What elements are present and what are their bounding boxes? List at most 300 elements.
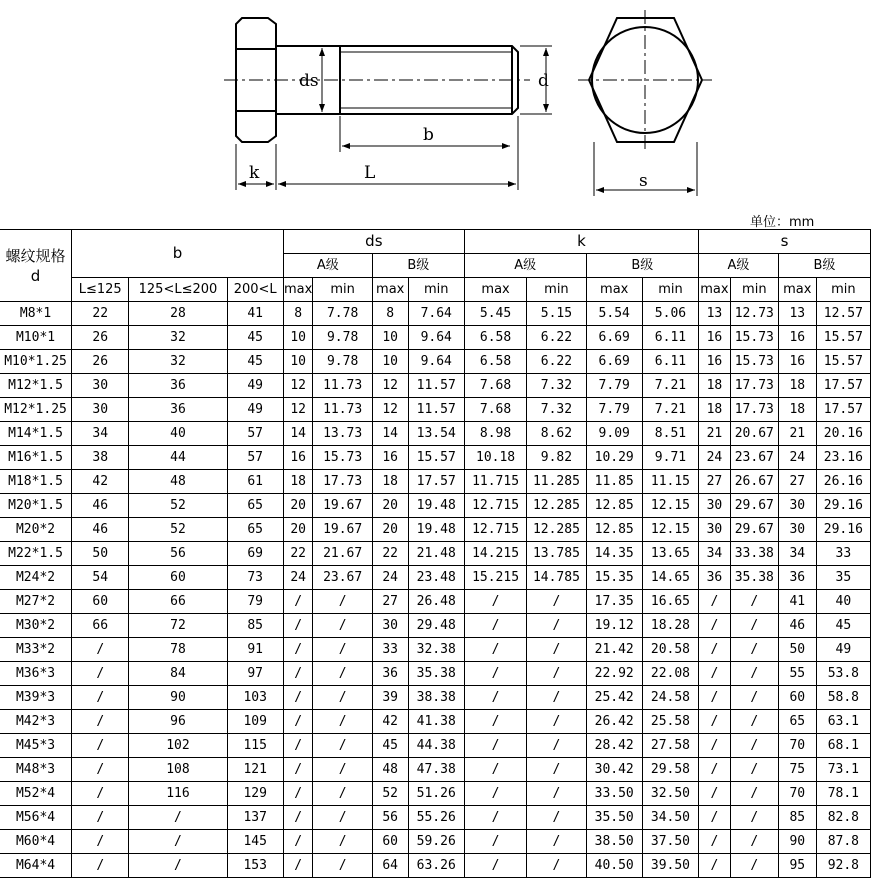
cell-k-b-max: 26.42	[586, 710, 642, 734]
cell-k-b-min: 34.50	[642, 806, 698, 830]
cell-k-b-max: 14.35	[586, 542, 642, 566]
cell-ds-a-min: 7.78	[313, 302, 372, 326]
cell-s-b-max: 30	[778, 518, 816, 542]
cell-b-l200: /	[129, 830, 227, 854]
cell-k-a-min: 9.82	[527, 446, 586, 470]
cell-b-l125: /	[72, 854, 129, 878]
cell-k-b-min: 7.21	[642, 374, 698, 398]
cell-ds-a-max: 10	[283, 326, 313, 350]
cell-ds-b-min: 9.64	[408, 350, 464, 374]
cell-thread-spec: M8*1	[0, 302, 72, 326]
cell-k-b-min: 25.58	[642, 710, 698, 734]
cell-ds-a-max: 12	[283, 374, 313, 398]
header-b-range-3: 200<L	[227, 278, 283, 302]
cell-thread-spec: M33*2	[0, 638, 72, 662]
cell-s-a-max: /	[699, 638, 731, 662]
cell-k-b-max: 5.54	[586, 302, 642, 326]
cell-thread-spec: M24*2	[0, 566, 72, 590]
cell-b-over200: 45	[227, 326, 283, 350]
label-d: d	[538, 71, 549, 91]
cell-thread-spec: M64*4	[0, 854, 72, 878]
cell-k-a-max: /	[464, 734, 526, 758]
cell-k-a-max: /	[464, 590, 526, 614]
header-min: min	[816, 278, 870, 302]
cell-s-a-min: 33.38	[730, 542, 778, 566]
header-thread-spec	[0, 230, 72, 302]
cell-b-l125: /	[72, 734, 129, 758]
cell-k-b-max: 21.42	[586, 638, 642, 662]
table-row	[0, 806, 871, 830]
cell-b-l200: /	[129, 854, 227, 878]
cell-s-b-min: 73.1	[816, 758, 870, 782]
cell-k-a-max: 6.58	[464, 350, 526, 374]
cell-b-l200: 116	[129, 782, 227, 806]
cell-b-over200: 129	[227, 782, 283, 806]
cell-ds-a-min: 23.67	[313, 566, 372, 590]
header-min: min	[313, 278, 372, 302]
cell-k-b-max: 35.50	[586, 806, 642, 830]
cell-k-a-min: 7.32	[527, 398, 586, 422]
cell-ds-a-max: /	[283, 806, 313, 830]
cell-ds-b-max: 64	[372, 854, 408, 878]
label-b: b	[423, 125, 434, 145]
header-ds-grade-b: B级	[372, 254, 464, 278]
cell-s-a-max: /	[699, 758, 731, 782]
cell-k-b-min: 24.58	[642, 686, 698, 710]
cell-k-b-max: 10.29	[586, 446, 642, 470]
cell-b-over200: 49	[227, 374, 283, 398]
cell-k-a-max: 10.18	[464, 446, 526, 470]
cell-ds-b-min: 19.48	[408, 494, 464, 518]
cell-ds-a-max: /	[283, 710, 313, 734]
cell-ds-a-min: 17.73	[313, 470, 372, 494]
table-row	[0, 614, 871, 638]
cell-b-l125: 46	[72, 518, 129, 542]
cell-k-b-min: 39.50	[642, 854, 698, 878]
cell-ds-b-min: 21.48	[408, 542, 464, 566]
cell-ds-b-max: 33	[372, 638, 408, 662]
cell-s-a-min: 26.67	[730, 470, 778, 494]
cell-ds-a-max: 14	[283, 422, 313, 446]
cell-b-over200: 109	[227, 710, 283, 734]
cell-b-l125: 50	[72, 542, 129, 566]
cell-s-a-min: /	[730, 614, 778, 638]
table-row	[0, 710, 871, 734]
cell-s-a-min: 17.73	[730, 374, 778, 398]
cell-ds-b-min: 7.64	[408, 302, 464, 326]
table-row	[0, 854, 871, 878]
table-row	[0, 542, 871, 566]
table-row	[0, 638, 871, 662]
cell-ds-a-max: 18	[283, 470, 313, 494]
cell-k-b-max: 28.42	[586, 734, 642, 758]
cell-b-l125: /	[72, 806, 129, 830]
cell-ds-a-min: 13.73	[313, 422, 372, 446]
cell-s-b-min: 29.16	[816, 494, 870, 518]
header-b-range-1: L≤125	[72, 278, 129, 302]
cell-k-b-min: 20.58	[642, 638, 698, 662]
cell-k-a-max: /	[464, 830, 526, 854]
cell-s-b-max: 16	[778, 350, 816, 374]
cell-s-a-min: /	[730, 662, 778, 686]
cell-ds-a-min: /	[313, 614, 372, 638]
cell-ds-b-min: 38.38	[408, 686, 464, 710]
table-row	[0, 758, 871, 782]
cell-b-over200: 115	[227, 734, 283, 758]
cell-k-a-max: 15.215	[464, 566, 526, 590]
cell-ds-a-min: /	[313, 638, 372, 662]
cell-s-b-min: 15.57	[816, 326, 870, 350]
cell-s-b-max: 75	[778, 758, 816, 782]
cell-b-l200: 84	[129, 662, 227, 686]
cell-thread-spec: M10*1	[0, 326, 72, 350]
header-max: max	[778, 278, 816, 302]
cell-ds-b-max: 14	[372, 422, 408, 446]
cell-k-b-max: 6.69	[586, 326, 642, 350]
cell-ds-b-max: 42	[372, 710, 408, 734]
table-row	[0, 422, 871, 446]
table-row	[0, 662, 871, 686]
cell-ds-b-min: 47.38	[408, 758, 464, 782]
cell-k-b-max: 6.69	[586, 350, 642, 374]
cell-ds-a-min: /	[313, 830, 372, 854]
cell-ds-a-max: /	[283, 614, 313, 638]
cell-b-l200: 28	[129, 302, 227, 326]
cell-thread-spec: M52*4	[0, 782, 72, 806]
cell-k-b-min: 18.28	[642, 614, 698, 638]
cell-ds-a-max: /	[283, 686, 313, 710]
cell-s-b-min: 45	[816, 614, 870, 638]
table-row	[0, 326, 871, 350]
header-ds: ds	[283, 230, 464, 254]
header-s: s	[699, 230, 871, 254]
cell-s-a-min: 29.67	[730, 494, 778, 518]
cell-k-b-min: 6.11	[642, 350, 698, 374]
cell-b-over200: 91	[227, 638, 283, 662]
table-row	[0, 374, 871, 398]
cell-ds-a-min: 15.73	[313, 446, 372, 470]
cell-k-a-max: /	[464, 638, 526, 662]
cell-thread-spec: M60*4	[0, 830, 72, 854]
cell-ds-a-min: 21.67	[313, 542, 372, 566]
cell-ds-a-min: 19.67	[313, 494, 372, 518]
cell-ds-b-max: 27	[372, 590, 408, 614]
table-row	[0, 734, 871, 758]
cell-k-a-min: 8.62	[527, 422, 586, 446]
cell-b-l125: 38	[72, 446, 129, 470]
cell-s-a-max: 30	[699, 494, 731, 518]
cell-k-b-min: 29.58	[642, 758, 698, 782]
header-ds-grade-a: A级	[283, 254, 372, 278]
cell-ds-a-min: /	[313, 662, 372, 686]
cell-thread-spec: M45*3	[0, 734, 72, 758]
cell-ds-b-max: 30	[372, 614, 408, 638]
cell-b-l125: 66	[72, 614, 129, 638]
cell-s-b-min: 87.8	[816, 830, 870, 854]
cell-b-l200: 32	[129, 326, 227, 350]
cell-k-b-max: 25.42	[586, 686, 642, 710]
cell-s-b-max: 70	[778, 734, 816, 758]
table-body	[0, 302, 871, 878]
cell-ds-a-max: 10	[283, 350, 313, 374]
cell-s-b-max: 18	[778, 398, 816, 422]
cell-k-b-max: 12.85	[586, 518, 642, 542]
cell-b-l200: 52	[129, 494, 227, 518]
cell-k-a-min: /	[527, 710, 586, 734]
cell-k-b-min: 6.11	[642, 326, 698, 350]
cell-k-a-min: 5.15	[527, 302, 586, 326]
cell-s-b-max: 27	[778, 470, 816, 494]
cell-b-l200: 36	[129, 398, 227, 422]
cell-s-a-min: /	[730, 638, 778, 662]
cell-b-l125: 54	[72, 566, 129, 590]
cell-b-l125: 30	[72, 398, 129, 422]
cell-k-a-max: /	[464, 758, 526, 782]
cell-k-a-min: /	[527, 590, 586, 614]
cell-ds-b-max: 36	[372, 662, 408, 686]
cell-b-over200: 65	[227, 494, 283, 518]
cell-ds-b-min: 29.48	[408, 614, 464, 638]
cell-k-b-max: 11.85	[586, 470, 642, 494]
cell-s-b-max: 95	[778, 854, 816, 878]
table-row	[0, 566, 871, 590]
cell-ds-b-max: 8	[372, 302, 408, 326]
cell-s-b-min: 40	[816, 590, 870, 614]
cell-b-l125: /	[72, 686, 129, 710]
header-max: max	[464, 278, 526, 302]
cell-k-a-min: 12.285	[527, 518, 586, 542]
cell-s-a-max: /	[699, 854, 731, 878]
cell-ds-b-max: 16	[372, 446, 408, 470]
cell-s-a-max: /	[699, 614, 731, 638]
cell-s-a-max: /	[699, 830, 731, 854]
cell-thread-spec: M22*1.5	[0, 542, 72, 566]
cell-s-b-max: 46	[778, 614, 816, 638]
cell-ds-b-max: 10	[372, 326, 408, 350]
cell-s-a-min: 20.67	[730, 422, 778, 446]
cell-thread-spec: M30*2	[0, 614, 72, 638]
cell-k-b-max: 38.50	[586, 830, 642, 854]
cell-s-a-max: 34	[699, 542, 731, 566]
cell-ds-b-min: 26.48	[408, 590, 464, 614]
cell-k-b-min: 32.50	[642, 782, 698, 806]
cell-k-a-max: 14.215	[464, 542, 526, 566]
cell-s-a-max: 24	[699, 446, 731, 470]
cell-b-over200: 61	[227, 470, 283, 494]
cell-b-l125: /	[72, 662, 129, 686]
cell-ds-a-max: /	[283, 590, 313, 614]
cell-ds-b-max: 12	[372, 398, 408, 422]
cell-s-b-max: 30	[778, 494, 816, 518]
cell-ds-a-min: 9.78	[313, 350, 372, 374]
cell-ds-b-max: 12	[372, 374, 408, 398]
cell-ds-a-min: 9.78	[313, 326, 372, 350]
cell-b-over200: 57	[227, 446, 283, 470]
cell-b-l200: 52	[129, 518, 227, 542]
cell-thread-spec: M12*1.25	[0, 398, 72, 422]
cell-s-b-max: 24	[778, 446, 816, 470]
cell-b-l200: 72	[129, 614, 227, 638]
cell-b-l125: 42	[72, 470, 129, 494]
cell-ds-b-max: 24	[372, 566, 408, 590]
cell-s-a-min: /	[730, 854, 778, 878]
cell-s-a-min: /	[730, 782, 778, 806]
cell-ds-b-max: 48	[372, 758, 408, 782]
header-k-grade-b: B级	[586, 254, 699, 278]
header-spec-line1: 螺纹规格	[5, 246, 66, 265]
cell-ds-a-max: 24	[283, 566, 313, 590]
cell-ds-a-min: /	[313, 686, 372, 710]
cell-s-b-max: 65	[778, 710, 816, 734]
cell-b-over200: 97	[227, 662, 283, 686]
cell-b-over200: 41	[227, 302, 283, 326]
cell-k-b-min: 7.21	[642, 398, 698, 422]
cell-b-l200: 96	[129, 710, 227, 734]
cell-s-b-min: 35	[816, 566, 870, 590]
cell-s-a-max: 13	[699, 302, 731, 326]
cell-k-b-max: 30.42	[586, 758, 642, 782]
header-max: max	[586, 278, 642, 302]
header-max: max	[283, 278, 313, 302]
cell-thread-spec: M12*1.5	[0, 374, 72, 398]
cell-ds-b-min: 59.26	[408, 830, 464, 854]
cell-ds-a-max: /	[283, 638, 313, 662]
cell-b-l200: 44	[129, 446, 227, 470]
cell-thread-spec: M56*4	[0, 806, 72, 830]
cell-k-b-min: 14.65	[642, 566, 698, 590]
cell-b-over200: 103	[227, 686, 283, 710]
cell-k-b-min: 27.58	[642, 734, 698, 758]
header-max: max	[699, 278, 731, 302]
table-row	[0, 302, 871, 326]
cell-k-a-max: /	[464, 854, 526, 878]
cell-b-over200: 73	[227, 566, 283, 590]
cell-b-l125: 46	[72, 494, 129, 518]
cell-ds-b-min: 11.57	[408, 398, 464, 422]
cell-ds-a-max: /	[283, 782, 313, 806]
cell-b-over200: 79	[227, 590, 283, 614]
cell-ds-b-max: 45	[372, 734, 408, 758]
cell-k-b-min: 16.65	[642, 590, 698, 614]
table-row	[0, 518, 871, 542]
cell-s-a-min: /	[730, 590, 778, 614]
cell-ds-a-min: /	[313, 734, 372, 758]
cell-b-over200: 49	[227, 398, 283, 422]
cell-k-b-min: 5.06	[642, 302, 698, 326]
cell-ds-b-min: 13.54	[408, 422, 464, 446]
cell-k-a-max: 12.715	[464, 494, 526, 518]
header-b: b	[72, 230, 284, 278]
cell-k-a-min: /	[527, 782, 586, 806]
cell-thread-spec: M42*3	[0, 710, 72, 734]
cell-ds-a-max: 12	[283, 398, 313, 422]
cell-s-a-min: /	[730, 734, 778, 758]
cell-s-a-min: /	[730, 806, 778, 830]
cell-ds-a-min: 11.73	[313, 398, 372, 422]
cell-s-a-max: 27	[699, 470, 731, 494]
cell-b-over200: 57	[227, 422, 283, 446]
table-row	[0, 686, 871, 710]
cell-ds-a-max: /	[283, 854, 313, 878]
cell-s-b-min: 26.16	[816, 470, 870, 494]
cell-ds-a-min: 19.67	[313, 518, 372, 542]
table-row	[0, 782, 871, 806]
table-row	[0, 590, 871, 614]
cell-s-a-min: 29.67	[730, 518, 778, 542]
cell-s-a-min: 23.67	[730, 446, 778, 470]
cell-b-l125: /	[72, 758, 129, 782]
cell-ds-b-min: 55.26	[408, 806, 464, 830]
header-min: min	[408, 278, 464, 302]
cell-s-b-max: 21	[778, 422, 816, 446]
cell-k-b-min: 37.50	[642, 830, 698, 854]
header-b-range-2: 125<L≤200	[129, 278, 227, 302]
cell-s-b-min: 33	[816, 542, 870, 566]
table-header	[0, 230, 871, 302]
cell-s-b-min: 12.57	[816, 302, 870, 326]
cell-b-l125: /	[72, 782, 129, 806]
cell-s-a-max: /	[699, 590, 731, 614]
cell-k-a-max: 11.715	[464, 470, 526, 494]
cell-k-a-max: /	[464, 662, 526, 686]
cell-b-l200: 56	[129, 542, 227, 566]
cell-ds-a-max: /	[283, 734, 313, 758]
cell-b-over200: 69	[227, 542, 283, 566]
header-max: max	[372, 278, 408, 302]
cell-thread-spec: M48*3	[0, 758, 72, 782]
cell-s-b-min: 17.57	[816, 398, 870, 422]
table-row	[0, 398, 871, 422]
cell-k-b-max: 9.09	[586, 422, 642, 446]
label-s: s	[639, 171, 648, 191]
cell-k-a-min: /	[527, 662, 586, 686]
cell-thread-spec: M36*3	[0, 662, 72, 686]
cell-s-b-max: 50	[778, 638, 816, 662]
cell-k-a-max: /	[464, 710, 526, 734]
cell-ds-b-min: 63.26	[408, 854, 464, 878]
cell-s-b-min: 92.8	[816, 854, 870, 878]
cell-k-a-max: /	[464, 782, 526, 806]
cell-k-b-max: 12.85	[586, 494, 642, 518]
cell-s-b-max: 18	[778, 374, 816, 398]
cell-k-a-max: 7.68	[464, 398, 526, 422]
cell-k-a-min: /	[527, 638, 586, 662]
cell-thread-spec: M20*2	[0, 518, 72, 542]
cell-ds-a-max: 16	[283, 446, 313, 470]
cell-thread-spec: M14*1.5	[0, 422, 72, 446]
cell-b-l200: 48	[129, 470, 227, 494]
cell-k-a-min: 12.285	[527, 494, 586, 518]
cell-b-l200: 108	[129, 758, 227, 782]
cell-b-over200: 65	[227, 518, 283, 542]
cell-k-b-max: 19.12	[586, 614, 642, 638]
cell-k-b-min: 11.15	[642, 470, 698, 494]
cell-s-a-min: 17.73	[730, 398, 778, 422]
cell-k-b-max: 17.35	[586, 590, 642, 614]
cell-b-over200: 145	[227, 830, 283, 854]
cell-s-b-min: 53.8	[816, 662, 870, 686]
cell-k-a-max: /	[464, 686, 526, 710]
cell-s-a-min: 15.73	[730, 350, 778, 374]
cell-ds-b-min: 35.38	[408, 662, 464, 686]
cell-ds-b-min: 23.48	[408, 566, 464, 590]
cell-b-l200: 60	[129, 566, 227, 590]
cell-k-a-min: /	[527, 758, 586, 782]
header-s-grade-b: B级	[778, 254, 870, 278]
cell-s-a-max: 21	[699, 422, 731, 446]
cell-s-b-min: 58.8	[816, 686, 870, 710]
cell-s-a-max: 36	[699, 566, 731, 590]
